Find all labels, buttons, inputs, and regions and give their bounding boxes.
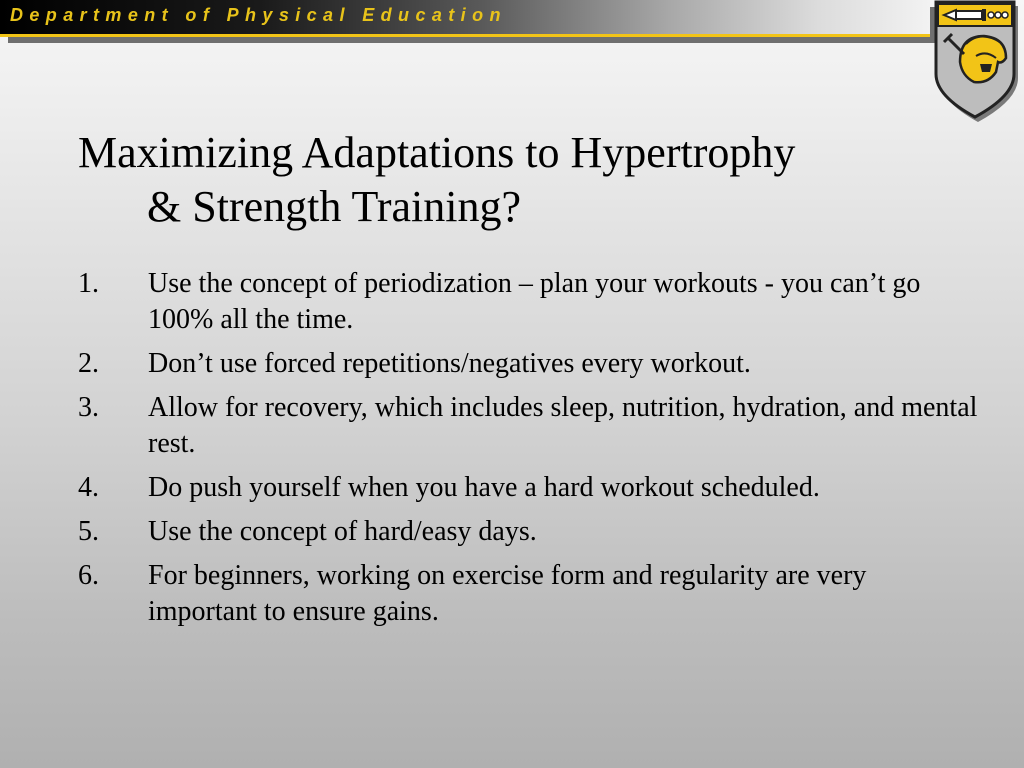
slide-title bbox=[78, 126, 958, 234]
gold-divider bbox=[0, 34, 930, 37]
list-item bbox=[78, 514, 978, 550]
header-bar bbox=[0, 0, 930, 34]
item-text: Allow for recovery, which includes sleep, nutrition, hydration, and mental rest. bbox=[148, 392, 978, 459]
list-item bbox=[78, 346, 978, 382]
item-number: 4. bbox=[78, 472, 99, 503]
item-text: Do push yourself when you have a hard workout scheduled. bbox=[148, 472, 820, 503]
title-line-2: & Strength Training? bbox=[147, 182, 522, 231]
item-text: For beginners, working on exercise form and regularity are very important to ensure gains. bbox=[148, 560, 867, 627]
item-number: 3. bbox=[78, 392, 99, 423]
list-item bbox=[78, 390, 978, 462]
recommendations-list bbox=[78, 266, 978, 638]
item-number: 1. bbox=[78, 268, 99, 299]
item-number: 6. bbox=[78, 560, 99, 591]
item-text: Don’t use forced repetitions/negatives every workout. bbox=[148, 348, 751, 379]
army-athletics-crest-icon bbox=[930, 0, 1024, 125]
list-item bbox=[78, 558, 978, 630]
item-text: Use the concept of hard/easy days. bbox=[148, 516, 537, 547]
item-text: Use the concept of periodization – plan your workouts - you can’t go 100% all the time. bbox=[148, 268, 921, 335]
department-name: Department of Physical Education bbox=[10, 5, 507, 25]
list-item bbox=[78, 266, 978, 338]
item-number: 2. bbox=[78, 348, 99, 379]
item-number: 5. bbox=[78, 516, 99, 547]
title-line-1: Maximizing Adaptations to Hypertrophy bbox=[78, 128, 796, 177]
list-item bbox=[78, 470, 978, 506]
